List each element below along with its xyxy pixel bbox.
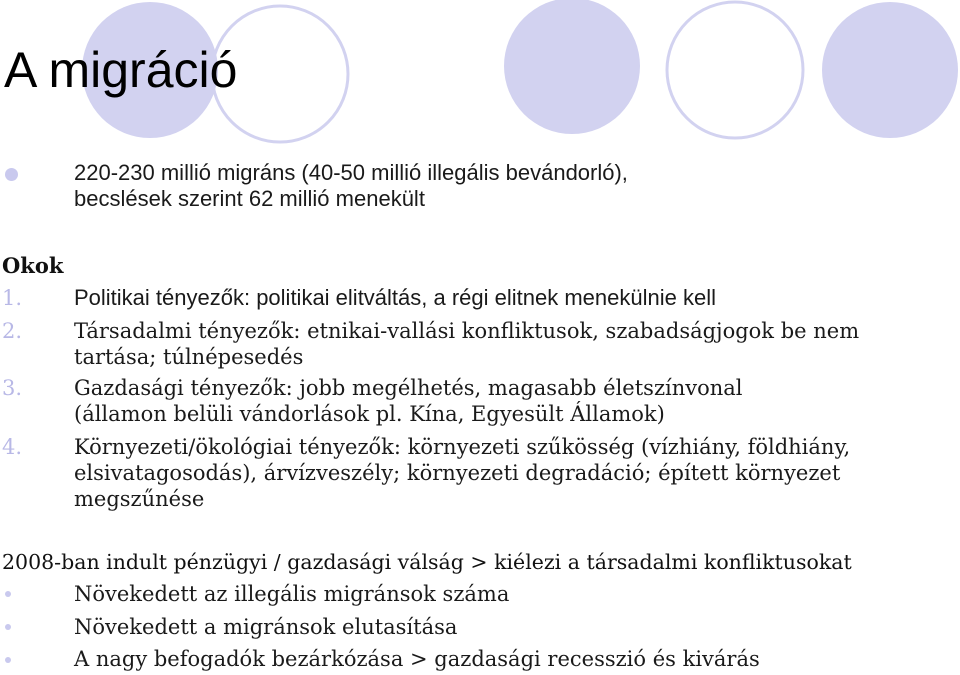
cause-4-line-3: megszűnése	[74, 487, 205, 511]
cause-4-line-1: Környezeti/ökológiai tényezők: környezeti szűkösség (vízhiány, földhiány,	[74, 435, 851, 459]
bullet-dot	[5, 168, 18, 181]
cause-4-line-2: elsivatagosodás), árvízveszély; környezeti degradáció; épített környezet	[74, 461, 841, 485]
cause-2-line-2: tartása; túlnépesedés	[74, 345, 304, 369]
deco-circle-3	[504, 0, 640, 134]
crisis-bullet-3: A nagy befogadók bezárkózása > gazdasági recesszió és kivárás	[74, 647, 760, 671]
bullet-dot	[5, 657, 11, 663]
cause-number-2: 2.	[2, 319, 23, 343]
bullet-dot	[5, 591, 11, 597]
crisis-bullet-2: Növekedett a migránsok elutasítása	[74, 615, 458, 639]
crisis-line: 2008-ban indult pénzügyi / gazdasági válság > kiélezi a társadalmi konfliktusokat	[2, 550, 852, 574]
cause-number-1: 1.	[2, 286, 23, 310]
cause-1-line-1: Politikai tényezők: politikai elitváltás, a régi elitnek menekülnie kell	[74, 285, 716, 310]
cause-number-4: 4.	[2, 435, 23, 459]
deco-circle-4	[667, 2, 803, 138]
causes-heading: Okok	[2, 253, 64, 278]
cause-3-line-1: Gazdasági tényezők: jobb megélhetés, magasabb életszínvonal	[74, 376, 743, 400]
cause-2-line-1: Társadalmi tényezők: etnikai-vallási konfliktusok, szabadságjogok be nem	[74, 319, 860, 343]
intro-line-2: becslések szerint 62 millió menekült	[74, 186, 425, 211]
deco-circle-5	[822, 2, 958, 138]
intro-line-1: 220-230 millió migráns (40-50 millió illegális bevándorló),	[74, 160, 628, 185]
bullet-dot	[5, 624, 11, 630]
cause-3-line-2: (államon belüli vándorlások pl. Kína, Egyesült Államok)	[74, 402, 665, 426]
cause-number-3: 3.	[2, 376, 23, 400]
crisis-bullet-1: Növekedett az illegális migránsok száma	[74, 582, 510, 606]
page-title: A migráció	[4, 42, 238, 98]
